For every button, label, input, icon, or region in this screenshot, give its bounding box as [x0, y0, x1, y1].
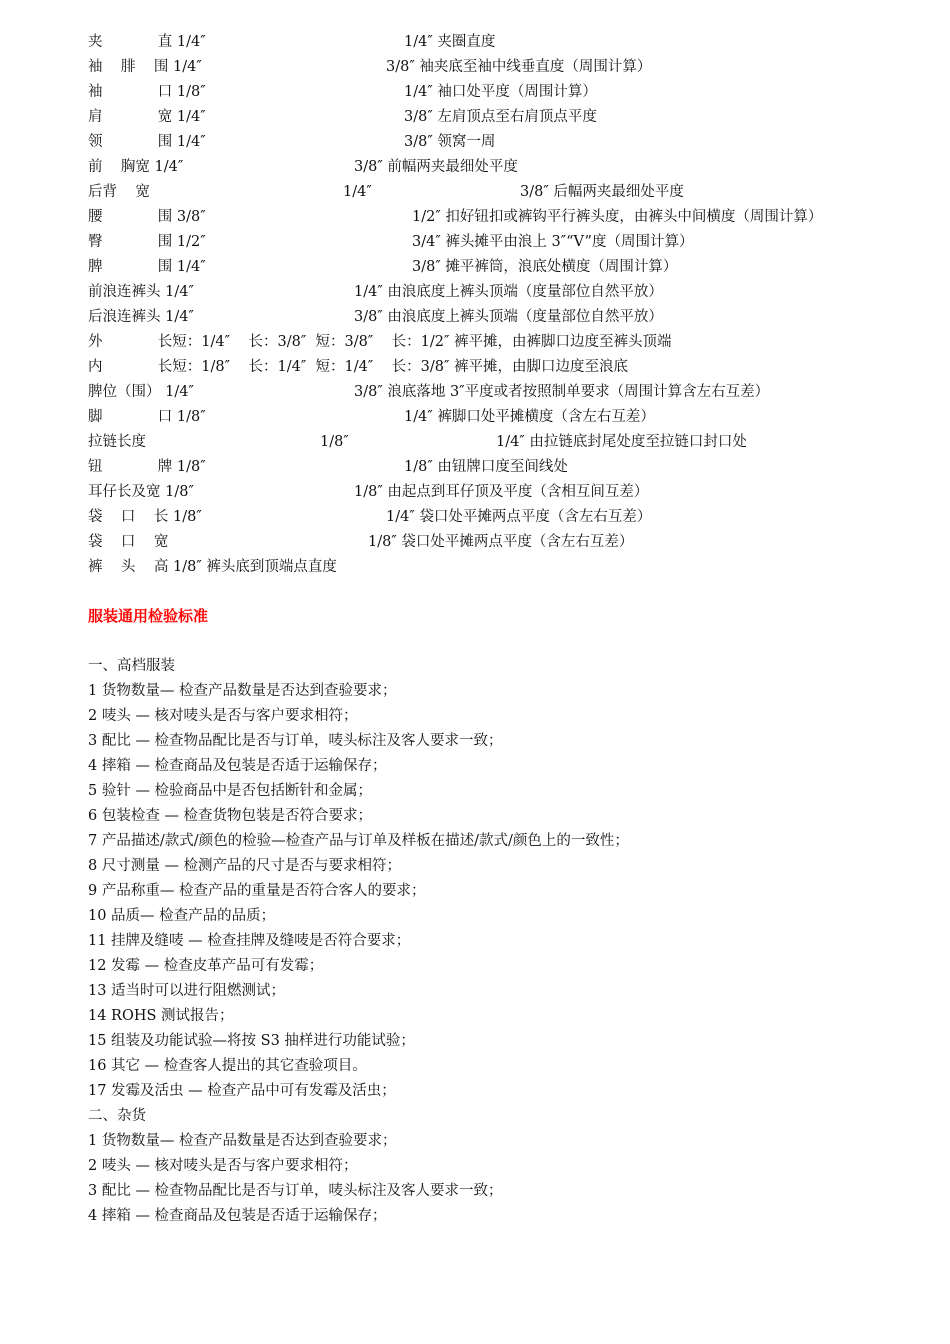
list-item: 9 产品称重— 检查产品的重量是否符合客人的要求；	[88, 883, 426, 899]
measurement-tolerance: 3/8″ 领窝一周	[404, 134, 496, 150]
list-item: 13 适当时可以进行阻燃测试；	[88, 983, 286, 999]
list-item: 15 组装及功能试验—将按 S3 抽样进行功能试验；	[88, 1033, 415, 1049]
measurement-label: 内 长短：1/8″ 长：1/4″ 短：1/4″ 长：3/8″ 裤平摊，由脚口边度至浪底	[88, 359, 629, 375]
measurement-tolerance: 3/8″ 后幅两夹最细处平度	[520, 184, 684, 200]
list-item: 2 唛头 — 核对唛头是否与客户要求相符；	[88, 708, 358, 724]
measurement-tolerance: 3/8″ 浪底落地 3″平度或者按照制单要求（周围计算含左右互差）	[354, 384, 770, 400]
list-item: 5 验针 — 检验商品中是否包括断针和金属；	[88, 783, 373, 799]
measurement-tolerance: 1/8″ 由起点到耳仔顶及平度（含相互间互差）	[354, 484, 649, 500]
measurement-label: 脚 口 1/8″	[88, 409, 206, 425]
list-item: 17 发霉及活虫 — 检查产品中可有发霉及活虫；	[88, 1083, 396, 1099]
measurement-label: 领 围 1/4″	[88, 134, 206, 150]
section-title: 服装通用检验标准	[88, 607, 209, 625]
list-item: 8 尺寸测量 — 检测产品的尺寸是否与要求相符；	[88, 858, 402, 874]
measurement-row	[88, 155, 518, 179]
list-item: 4 摔箱 — 检查商品及包装是否适于运输保存；	[88, 1208, 387, 1224]
list-item: 4 摔箱 — 检查商品及包装是否适于运输保存；	[88, 758, 387, 774]
measurement-tolerance: 1/4″ 夹圈直度	[404, 34, 496, 50]
measurement-row	[88, 405, 655, 429]
measurement-row	[88, 330, 672, 354]
measurement-label: 拉链长度	[88, 434, 146, 450]
measurement-tolerance: 3/8″ 袖夹底至袖中线垂直度（周围计算）	[386, 59, 652, 75]
measurement-label: 前浪连裤头 1/4″	[88, 284, 194, 300]
measurement-label: 袖 腓 围 1/4″	[88, 59, 202, 75]
measurement-tolerance: 1/4″ 袖口处平度（周围计算）	[404, 84, 597, 100]
measurement-tolerance: 1/4″ 裤脚口处平摊横度（含左右互差）	[404, 409, 655, 425]
measurement-row	[88, 205, 823, 229]
measurement-row	[88, 530, 634, 554]
measurement-row	[88, 305, 663, 329]
measurement-row	[88, 130, 496, 154]
measurement-row	[88, 430, 747, 454]
measurement-label: 脾 围 1/4″	[88, 259, 206, 275]
measurement-tolerance: 1/2″ 扣好钮扣或裤钩平行裤头度，由裤头中间横度（周围计算）	[412, 209, 823, 225]
measurement-row	[88, 230, 694, 254]
measurement-row	[88, 255, 678, 279]
measurement-label: 后背 宽	[88, 184, 150, 200]
measurement-row	[88, 455, 568, 479]
list-item: 2 唛头 — 核对唛头是否与客户要求相符；	[88, 1158, 358, 1174]
part1-title: 一、高档服装	[88, 658, 175, 674]
measurement-tolerance: 3/8″ 左肩顶点至右肩顶点平度	[404, 109, 597, 125]
measurement-row	[88, 105, 597, 129]
list-item: 6 包装检查 — 检查货物包装是否符合要求；	[88, 808, 373, 824]
measurement-row	[88, 280, 663, 304]
list-item: 10 品质— 检查产品的品质；	[88, 908, 276, 924]
measurement-label: 臀 围 1/2″	[88, 234, 206, 250]
measurement-tolerance: 3/8″ 前幅两夹最细处平度	[354, 159, 518, 175]
measurement-label: 腰 围 3/8″	[88, 209, 206, 225]
list-item: 7 产品描述/款式/颜色的检验—检查产品与订单及样板在描述/款式/颜色上的一致性；	[88, 833, 629, 849]
measurement-label: 袋 口 宽	[88, 534, 169, 550]
measurement-mid-value: 1/4″	[343, 184, 372, 200]
measurement-label: 脾位（围） 1/4″	[88, 384, 194, 400]
measurement-row	[88, 55, 652, 79]
measurement-label: 裤 头 高 1/8″ 裤头底到顶端点直度	[88, 559, 337, 575]
measurement-mid-value: 1/8″	[320, 434, 349, 450]
list-item: 1 货物数量— 检查产品数量是否达到查验要求；	[88, 1133, 397, 1149]
measurement-row	[88, 180, 684, 204]
measurement-tolerance: 1/8″ 袋口处平摊两点平度（含左右互差）	[368, 534, 634, 550]
part2-title: 二、杂货	[88, 1108, 146, 1124]
list-item: 11 挂牌及缝唛 — 检查挂牌及缝唛是否符合要求；	[88, 933, 411, 949]
measurement-label: 耳仔长及宽 1/8″	[88, 484, 194, 500]
list-item: 1 货物数量— 检查产品数量是否达到查验要求；	[88, 683, 397, 699]
measurement-row	[88, 80, 597, 104]
measurement-row	[88, 355, 629, 379]
measurement-label: 外 长短：1/4″ 长：3/8″ 短：3/8″ 长：1/2″ 裤平摊，由裤脚口边度至裤头顶端	[88, 334, 672, 350]
measurement-tolerance: 1/4″ 由浪底度上裤头顶端（度量部位自然平放）	[354, 284, 663, 300]
measurement-label: 袖 口 1/8″	[88, 84, 206, 100]
measurement-tolerance: 1/4″ 由拉链底封尾处度至拉链口封口处	[496, 434, 747, 450]
measurement-label: 袋 口 长 1/8″	[88, 509, 202, 525]
measurement-label: 钮 牌 1/8″	[88, 459, 206, 475]
measurement-label: 后浪连裤头 1/4″	[88, 309, 194, 325]
measurement-row	[88, 380, 770, 404]
list-item: 16 其它 — 检查客人提出的其它查验项目。	[88, 1058, 367, 1074]
measurement-row	[88, 30, 496, 54]
measurement-label: 肩 宽 1/4″	[88, 109, 206, 125]
measurement-tolerance: 3/8″ 摊平裤筒，浪底处横度（周围计算）	[412, 259, 678, 275]
list-item: 3 配比 — 检查物品配比是否与订单，唛头标注及客人要求一致；	[88, 1183, 503, 1199]
measurement-tolerance: 3/4″ 裤头摊平由浪上 3″“V”度（周围计算）	[412, 234, 694, 250]
measurement-row	[88, 505, 652, 529]
measurement-row	[88, 555, 337, 579]
measurement-row	[88, 480, 649, 504]
list-item: 3 配比 — 检查物品配比是否与订单，唛头标注及客人要求一致；	[88, 733, 503, 749]
list-item: 14 ROHS 测试报告；	[88, 1008, 234, 1024]
measurement-tolerance: 1/8″ 由钮牌口度至间线处	[404, 459, 568, 475]
list-item: 12 发霉 — 检查皮革产品可有发霉；	[88, 958, 324, 974]
measurement-tolerance: 1/4″ 袋口处平摊两点平度（含左右互差）	[386, 509, 652, 525]
measurement-label: 前 胸宽 1/4″	[88, 159, 184, 175]
measurement-tolerance: 3/8″ 由浪底度上裤头顶端（度量部位自然平放）	[354, 309, 663, 325]
measurement-label: 夹 直 1/4″	[88, 34, 206, 50]
